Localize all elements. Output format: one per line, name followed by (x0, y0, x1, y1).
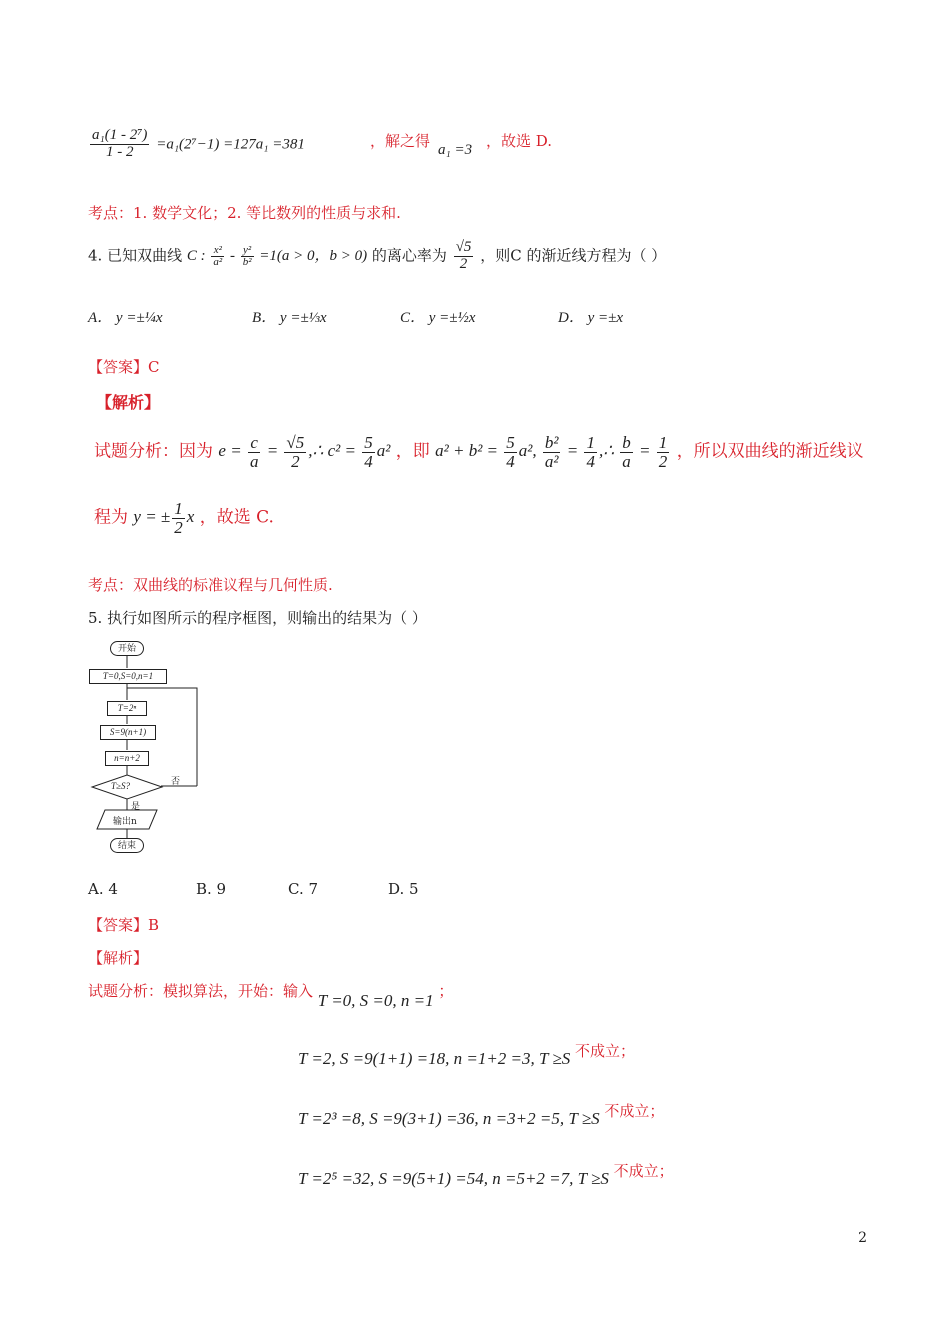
q4-option-c: C． y =±½x (400, 310, 476, 326)
q4-eccentricity: $\frac{√5}{2}$ (455, 239, 472, 272)
q4-option-d: D． y =±x (558, 310, 624, 326)
q5-option-a: A. 4 (88, 880, 118, 898)
q5-step-3-note: 不成立； (613, 1162, 674, 1180)
q5-option-b: B. 9 (196, 880, 227, 898)
q5-step-2 (298, 1100, 665, 1128)
q5-step-1 (298, 1040, 636, 1068)
eq-rhs: =a₁(2⁷−1) =127a₁ =381 (156, 136, 305, 153)
q4-kaodian: 考点：双曲线的标准议程与几何性质. (88, 576, 333, 594)
q4-stem-post: ，则C 的渐近线方程为（ ） (480, 246, 667, 265)
flow-output: 输出n (113, 817, 137, 827)
q5-analysis (88, 980, 454, 1010)
q4-analysis-line1: 试题分析：因为 e = $\frac{c}{a}$ = $\frac{√5}{2}$ ,∴ c² = $\frac{5}{4}$ a² ，即 a² + b² = $\frac{5}{4}$ a², $\frac{\text{b²}}{\text{a²}}$ = $\frac{1}{4}$ ,∴ $\frac{b}{a}$ = $\frac{1}{2}$ ，所以双曲线的渐近线议 (94, 433, 864, 471)
q5-option-c: C. 7 (288, 880, 319, 898)
prev-a1-value: a₁ =3 (438, 142, 473, 158)
q5-step-2-note: 不成立； (604, 1102, 665, 1120)
eq-denominator: 1 - 2 (105, 143, 134, 160)
page-number: 2 (858, 1230, 867, 1246)
q4-analysis1-pre: 试题分析：因为 (94, 441, 213, 462)
q5-option-d: D. 5 (388, 880, 419, 898)
q4-hyperbola-eq: C : $\frac{\text{x²}}{\text{a²}}$ - $\frac{\text{y²}}{\text{b²}}$ =1(a > 0，b > 0) (186, 243, 368, 269)
flow-yes: 是 (131, 802, 141, 812)
flow-assign-s: S=9(n+1) (100, 725, 156, 740)
flow-init: T=0,S=0,n=1 (89, 669, 167, 684)
q4-option-a: A． y =±¼x (88, 310, 163, 326)
q5-analysis-init: T =0, S =0, n =1 (317, 991, 434, 1010)
q4-stem-mid: 的离心率为 (371, 246, 447, 265)
q4-analysis2-pre: 程为 (94, 507, 128, 528)
q5-step-1-note: 不成立； (575, 1042, 636, 1060)
prev-note-2: ，故选 D. (486, 132, 553, 150)
q4-answer: 【答案】C (88, 358, 160, 376)
q4-stem-pre: 4. 已知双曲线 (88, 246, 183, 265)
q5-step-2-math: T =2³ =8, S =9(3+1) =36, n =3+2 =5, T ≥S (298, 1109, 600, 1128)
q5-analysis-pre: 试题分析：模拟算法，开始：输入 (88, 982, 314, 1000)
q4-option-b: B． y =±⅓x (252, 310, 327, 326)
prev-kaodian: 考点：1. 数学文化；2. 等比数列的性质与求和. (88, 204, 401, 222)
eq-numerator: a₁(1 - 2⁷) (92, 127, 148, 143)
q4-jiexi: 【解析】 (96, 393, 161, 412)
q5-jiexi: 【解析】 (88, 949, 149, 967)
flowchart (85, 636, 215, 861)
q5-step-1-math: T =2, S =9(1+1) =18, n =1+2 =3, T ≥S (298, 1049, 571, 1068)
flow-cond: T≥S? (111, 781, 130, 791)
q5-stem: 5. 执行如图所示的程序框图，则输出的结果为（ ） (88, 609, 427, 627)
flow-end: 结束 (110, 838, 144, 853)
flow-assign-t: T=2ⁿ (107, 701, 147, 716)
q4-stem (88, 240, 666, 273)
q4-analysis1-post: ，所以双曲线的渐近线议 (676, 441, 864, 462)
q5-step-3-math: T =2⁵ =32, S =9(5+1) =54, n =5+2 =7, T ≥S (298, 1169, 609, 1188)
prev-equation (88, 128, 305, 161)
eq-fraction (90, 128, 149, 161)
q5-step-3 (298, 1160, 674, 1188)
q4-analysis2-post: ，故选 C. (199, 507, 274, 528)
flow-incr: n=n+2 (105, 751, 149, 766)
flow-start: 开始 (110, 641, 144, 656)
q5-answer: 【答案】B (88, 916, 160, 934)
prev-note-1: ，解之得 (370, 132, 431, 150)
q4-analysis-line2: 程为 y = ± $\frac{1}{2}$ x ，故选 C. (94, 499, 274, 537)
flow-no: 否 (171, 777, 181, 787)
q5-analysis-semi: ； (438, 982, 454, 1000)
q4-analysis1-math: e = $\frac{c}{a}$ = $\frac{√5}{2}$ ,∴ c² = $\frac{5}{4}$ a² (218, 433, 391, 471)
